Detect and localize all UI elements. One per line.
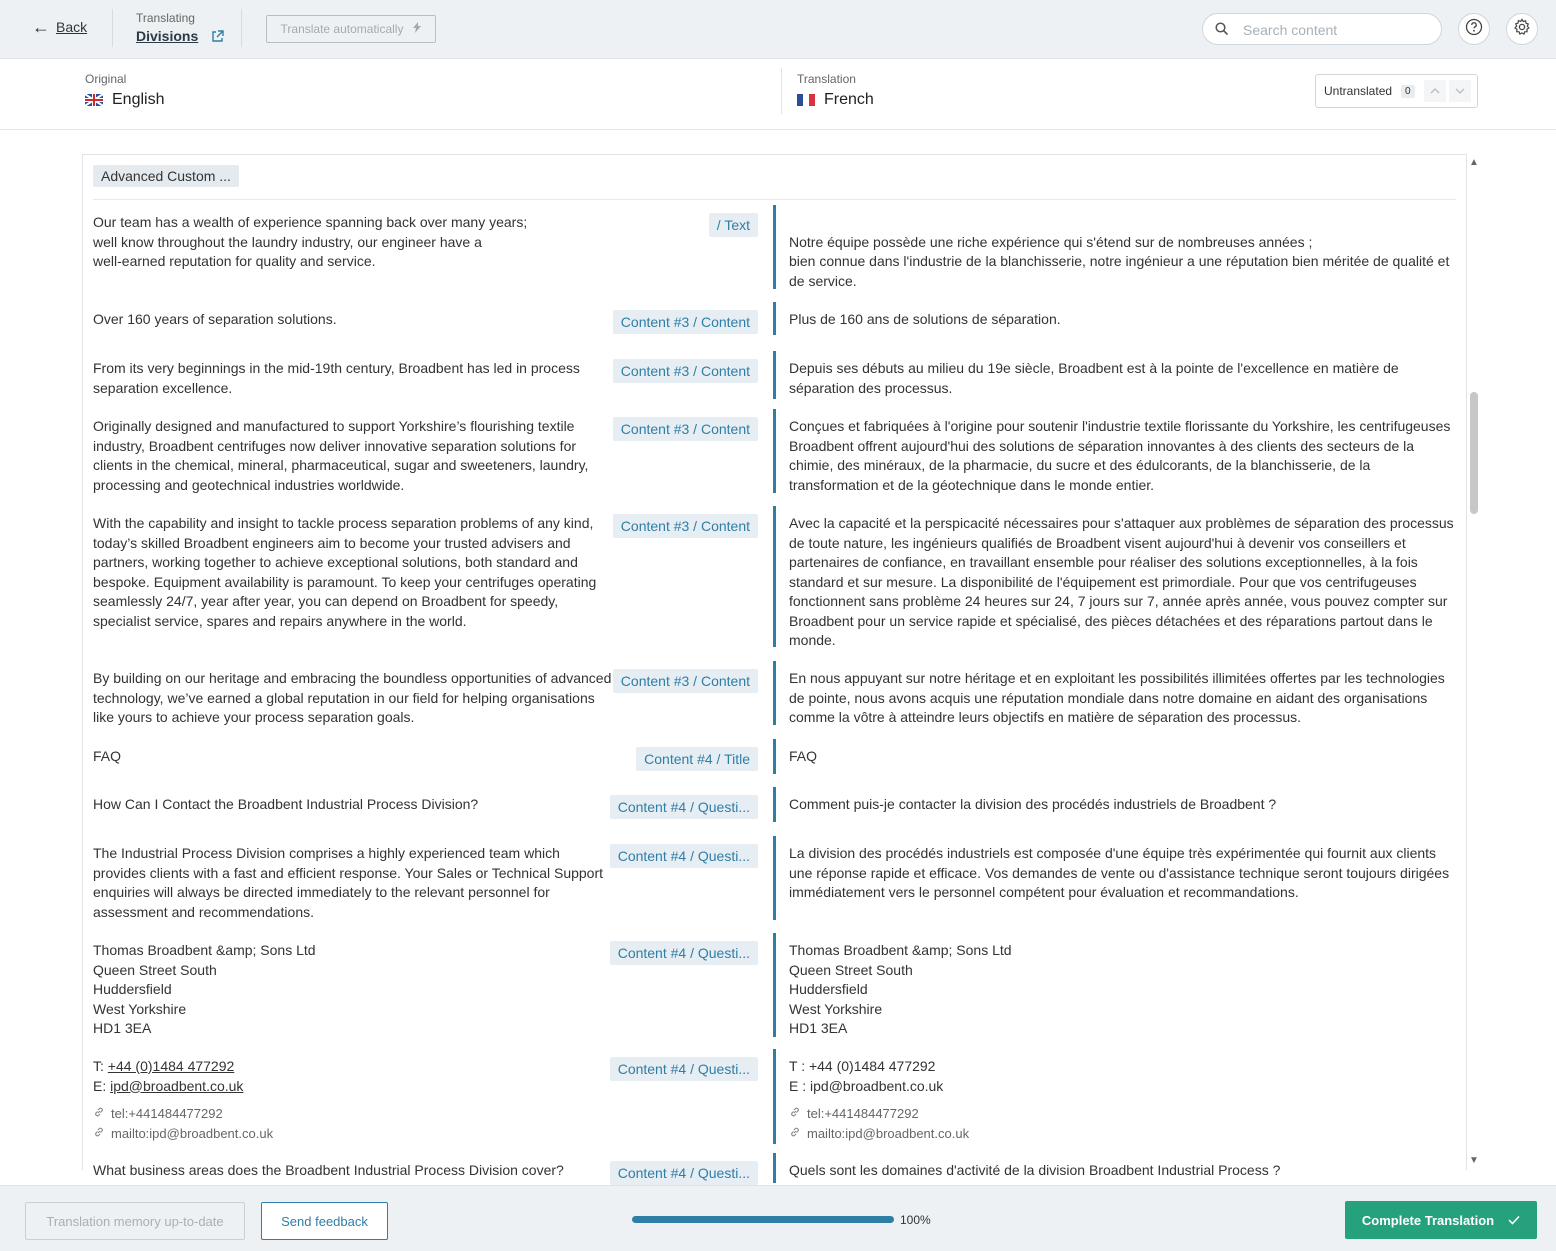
arrow-left-icon: ← bbox=[32, 17, 50, 37]
row-indicator bbox=[773, 351, 776, 399]
help-button[interactable] bbox=[1458, 13, 1490, 45]
send-feedback-button[interactable]: Send feedback bbox=[261, 1202, 388, 1240]
translation-text[interactable]: En nous appuyant sur notre héritage et en exploitant les possibilités illimitées offertes par les technologies de pointe, nous avons acquis une réputation mondiale dans notre domaine en aidant des organisations comme la vôtre à atteindre leurs objectifs en matière de séparation des processus. bbox=[789, 670, 1445, 725]
row-indicator bbox=[773, 409, 776, 493]
translation-text[interactable]: La division des procédés industriels est composée d'une équipe très expérimentée qui fournit aux clients une réponse rapide et efficace. Vos demandes de vente ou d'assistance technique seront toujours dirigées immédiatement vers le personnel compétent pour évaluation et recommandations. bbox=[789, 845, 1450, 900]
link-icon bbox=[93, 1104, 105, 1124]
row-indicator bbox=[773, 836, 776, 920]
translate-automatically-button[interactable] bbox=[266, 15, 436, 43]
scrollbar-thumb[interactable] bbox=[1470, 392, 1478, 514]
original-text: FAQ bbox=[93, 748, 122, 764]
translation-text[interactable]: FAQ bbox=[789, 748, 818, 764]
original-text: Thomas Broadbent &amp; Sons Ltd Queen Street South Huddersfield West Yorkshire HD1 3EA bbox=[93, 942, 316, 1036]
translation-text[interactable]: Plus de 160 ans de solutions de séparation. bbox=[789, 311, 1061, 327]
back-button[interactable] bbox=[32, 19, 87, 35]
translation-label: Translation bbox=[797, 72, 856, 86]
original-text: How Can I Contact the Broadbent Industrial Process Division? bbox=[93, 796, 479, 812]
progress-fill bbox=[632, 1216, 894, 1223]
translating-label: Translating bbox=[136, 11, 195, 25]
original-language bbox=[85, 72, 164, 109]
untranslated-count: 0 bbox=[1401, 85, 1415, 98]
translated-email: E : ipd@broadbent.co.uk bbox=[789, 1077, 944, 1094]
progress-bar bbox=[632, 1216, 894, 1223]
link-icon bbox=[789, 1124, 801, 1144]
settings-button[interactable] bbox=[1506, 13, 1538, 45]
link-target[interactable] bbox=[93, 1104, 613, 1124]
phone-link[interactable]: +44 (0)1484 477292 bbox=[107, 1058, 235, 1074]
phone-prefix: T: bbox=[93, 1058, 108, 1074]
progress-percent: 100% bbox=[900, 1213, 931, 1227]
link-target[interactable] bbox=[789, 1124, 1456, 1144]
field-tag: Content #4 / Title bbox=[636, 747, 758, 771]
original-text: By building on our heritage and embracing the boundless opportunities of advanced technology, we’ve earned a global reputation in our field for helping organisations like yours to achieve your process separation goals. bbox=[93, 670, 612, 725]
scroll-up-arrow[interactable]: ▲ bbox=[1469, 157, 1479, 168]
translation-text[interactable]: Conçues et fabriquées à l'origine pour soutenir l'industrie textile florissante du Yorkshire, les centrifugeuses Broadbent offrent aujourd'hui des solutions de séparation innovantes à des clients des secteurs de la chimie, des minéraux, de la pharmacie, du sucre et des édulcorants, de la blanchisserie, de la transformation et de la géotechnique dans le monde entier. bbox=[789, 418, 1451, 493]
gear-icon bbox=[1513, 18, 1531, 41]
translation-language-name: French bbox=[824, 91, 874, 108]
previous-untranslated-button[interactable] bbox=[1424, 80, 1446, 102]
mailto-link-text: mailto:ipd@broadbent.co.uk bbox=[807, 1125, 970, 1141]
next-untranslated-button[interactable] bbox=[1449, 80, 1471, 102]
original-label: Original bbox=[85, 72, 127, 86]
translation-memory-button[interactable]: Translation memory up-to-date bbox=[25, 1202, 245, 1240]
field-tag: / Text bbox=[709, 213, 758, 237]
divider bbox=[781, 68, 782, 114]
checkmark-icon bbox=[1508, 1213, 1520, 1228]
group-tag[interactable]: Advanced Custom ... bbox=[93, 165, 239, 187]
translation-text[interactable]: Comment puis-je contacter la division des procédés industriels de Broadbent ? bbox=[789, 796, 1277, 812]
translation-text[interactable]: Quels sont les domaines d'activité de la division Broadbent Industrial Process ? bbox=[789, 1162, 1281, 1178]
translation-text[interactable]: Notre équipe possède une riche expérience qui s'étend sur de nombreuses années ; bien connue dans l'industrie de la blanchisserie, notre ingénieur a une réputation bien méritée de qualité et de service. bbox=[789, 233, 1450, 289]
original-text: From its very beginnings in the mid-19th century, Broadbent has led in process separation excellence. bbox=[93, 360, 580, 396]
row-indicator bbox=[773, 506, 776, 647]
link-target[interactable] bbox=[93, 1124, 613, 1144]
row-indicator bbox=[773, 933, 776, 1037]
link-target[interactable] bbox=[789, 1104, 1456, 1124]
complete-translation-button[interactable] bbox=[1345, 1201, 1537, 1239]
external-link-icon[interactable] bbox=[211, 30, 224, 48]
original-text: Originally designed and manufactured to support Yorkshire’s flourishing textile industry, Broadbent centrifuges now deliver innovative separation solutions for clients in the chemical, mineral, pharmaceutical, sugar and sweeteners, laundry, processing and geotechnical industries worldwide. bbox=[93, 418, 589, 493]
search-input[interactable] bbox=[1243, 20, 1433, 40]
mailto-link-text: mailto:ipd@broadbent.co.uk bbox=[111, 1125, 274, 1141]
chevron-up-icon bbox=[1430, 88, 1440, 94]
divider bbox=[241, 9, 242, 47]
email-prefix: E: bbox=[93, 1077, 111, 1094]
translation-list bbox=[82, 154, 1467, 1181]
footer-bar bbox=[0, 1185, 1556, 1251]
translating-info bbox=[136, 11, 224, 48]
original-text bbox=[93, 1057, 613, 1143]
project-name-link[interactable]: Divisions bbox=[136, 28, 199, 44]
row-indicator bbox=[773, 205, 776, 289]
chevron-down-icon bbox=[1455, 88, 1465, 94]
field-tag: Content #3 / Content bbox=[613, 669, 758, 693]
search-box[interactable] bbox=[1202, 13, 1442, 45]
translation-text[interactable]: Avec la capacité et la perspicacité nécessaires pour s'attaquer aux problèmes de séparation des processus de toute nature, les ingénieurs qualifiés de Broadbent visent aujourd'hui à devenir vos conseillers et partenaires de confiance, en travaillant ensemble pour réaliser des solutions exceptionnelles, à la fois standard et sur mesure. La disponibilité de l'équipement est primordiale. Pour que vos centrifugeuses fonctionnent sans problème 24 heures sur 24, 7 jours sur 7, année après année, vous pouvez compter sur Broadbent pour un service rapide et spécialisé, des pièces détachées et des réparations partout dans le monde. bbox=[789, 515, 1454, 648]
divider bbox=[93, 199, 1456, 200]
tel-link-text: tel:+441484477292 bbox=[111, 1106, 223, 1121]
translate-automatically-label: Translate automatically bbox=[280, 22, 404, 36]
field-tag: Content #4 / Questi... bbox=[610, 795, 758, 819]
original-text: What business areas does the Broadbent Industrial Process Division cover? bbox=[93, 1162, 564, 1178]
link-icon bbox=[789, 1104, 801, 1124]
original-text: Our team has a wealth of experience spanning back over many years; well know throughout the laundry industry, our engineer have a well-earned reputation for quality and service. bbox=[93, 214, 528, 269]
original-language-name: English bbox=[112, 91, 165, 108]
field-tag: Content #3 / Content bbox=[613, 359, 758, 383]
field-tag: Content #3 / Content bbox=[613, 310, 758, 334]
row-indicator bbox=[773, 661, 776, 725]
field-tag: Content #3 / Content bbox=[613, 514, 758, 538]
original-text: Over 160 years of separation solutions. bbox=[93, 311, 337, 327]
field-tag: Content #4 / Questi... bbox=[610, 1057, 758, 1081]
search-icon bbox=[1215, 22, 1229, 41]
untranslated-label: Untranslated bbox=[1324, 84, 1393, 98]
row-indicator bbox=[773, 787, 776, 822]
top-bar bbox=[0, 0, 1556, 59]
original-text: The Industrial Process Division comprises a highly experienced team which provides clients with a fast and efficient response. Your Sales or Technical Support enquiries will always be directed immediately to the relevant personnel for assessment and recommendations. bbox=[93, 845, 604, 920]
email-link[interactable]: ipd@broadbent.co.uk bbox=[110, 1077, 244, 1094]
field-tag: Content #4 / Questi... bbox=[610, 1161, 758, 1185]
complete-translation-label: Complete Translation bbox=[1361, 1212, 1495, 1228]
field-tag: Content #4 / Questi... bbox=[610, 941, 758, 965]
help-icon bbox=[1465, 18, 1483, 41]
translation-text[interactable]: Thomas Broadbent &amp; Sons Ltd Queen Street South Huddersfield West Yorkshire HD1 3EA bbox=[789, 942, 1012, 1036]
tel-link-text: tel:+441484477292 bbox=[807, 1106, 919, 1121]
lightning-icon bbox=[413, 22, 421, 36]
translation-language bbox=[797, 72, 874, 109]
untranslated-filter[interactable] bbox=[1315, 74, 1478, 108]
original-text: With the capability and insight to tackle process separation problems of any kind, today’s skilled Broadbent engineers aim to become your trusted advisers and partners, working together to achieve exceptional solutions, both standard and bespoke. Equipment availability is paramount. To keep your centrifuges operating seamlessly 24/7, year after year, you can depend on Broadbent for speedy, specialist service, spares and repairs anywhere in the world. bbox=[93, 515, 597, 629]
france-flag-icon bbox=[797, 94, 815, 106]
scroll-down-arrow[interactable]: ▼ bbox=[1469, 1155, 1479, 1166]
uk-flag-icon bbox=[85, 94, 103, 106]
link-icon bbox=[93, 1124, 105, 1144]
translation-text[interactable]: Depuis ses débuts au milieu du 19e siècle, Broadbent est à la pointe de l'excellence en matière de séparation des processus. bbox=[789, 360, 1399, 396]
field-tag: Content #3 / Content bbox=[613, 417, 758, 441]
translated-phone: T : +44 (0)1484 477292 bbox=[789, 1058, 936, 1074]
field-tag: Content #4 / Questi... bbox=[610, 844, 758, 868]
language-header bbox=[0, 60, 1556, 130]
row-indicator bbox=[773, 302, 776, 335]
row-indicator bbox=[773, 1153, 776, 1183]
back-label: Back bbox=[56, 19, 88, 35]
row-indicator bbox=[773, 1049, 776, 1144]
translation-text[interactable] bbox=[789, 1057, 1456, 1143]
divider bbox=[112, 9, 113, 47]
row-indicator bbox=[773, 739, 776, 774]
